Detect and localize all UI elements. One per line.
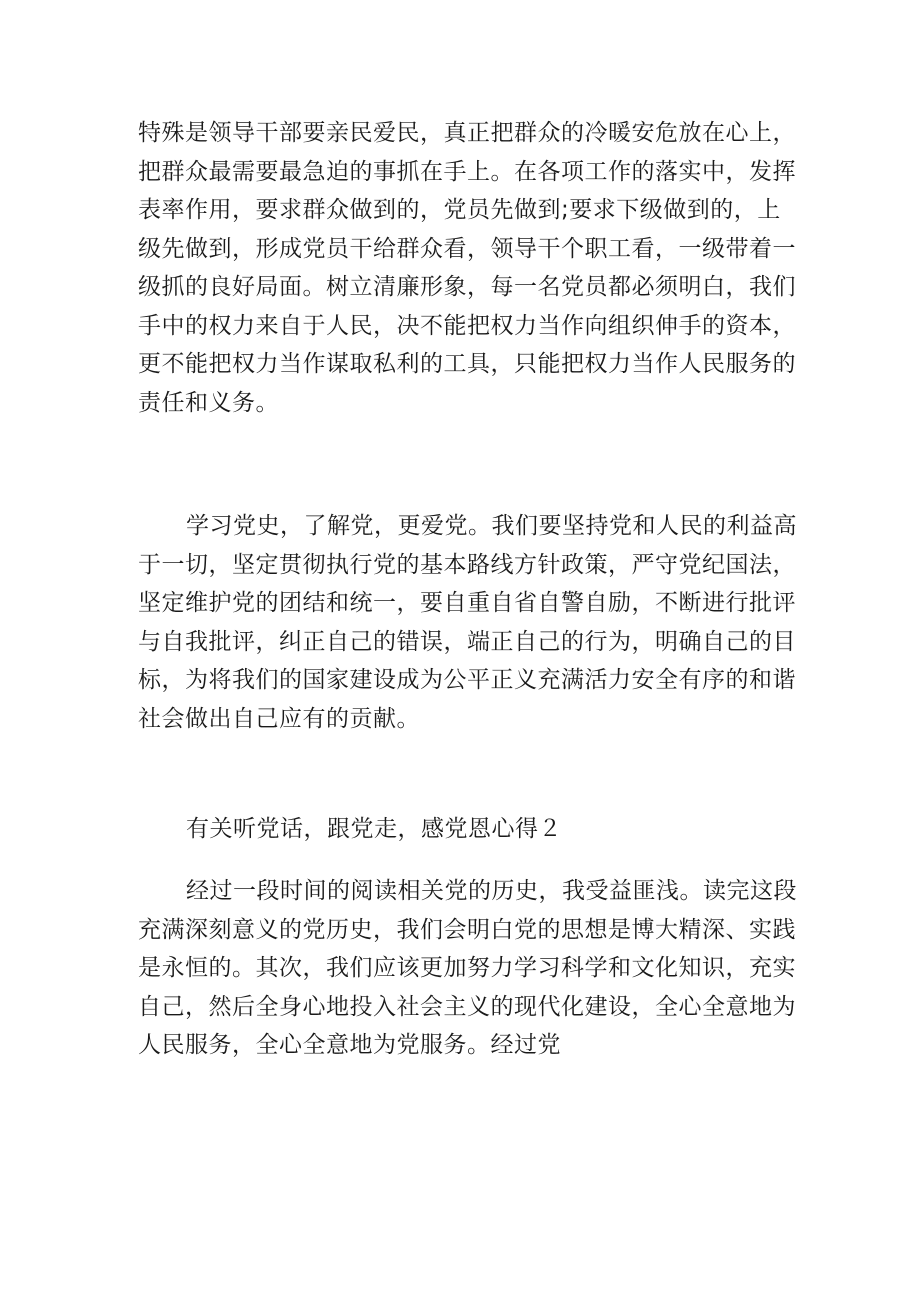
text-line: 坚定维护党的团结和统一，要自重自省自警自励，不断进行批评	[138, 590, 796, 616]
text-line: 手中的权力来自于人民，决不能把权力当作向组织伸手的资本，	[138, 312, 796, 339]
text-line: 与自我批评，纠正自己的错误，端正自己的行为，明确自己的目	[138, 628, 796, 655]
text-line: 于一切，坚定贯彻执行党的基本路线方针政策，严守党纪国法，	[138, 551, 796, 578]
paragraph-2	[138, 507, 798, 738]
text-line: 标，为将我们的国家建设成为公平正义充满活力安全有序的和谐	[138, 667, 796, 693]
text-line: 自己，然后全身心地投入社会主义的现代化建设，全心全意地为	[138, 993, 796, 1020]
text-line: 表率作用，要求群众做到的，党员先做到;要求下级做到的，上	[138, 197, 781, 223]
text-line: 更不能把权力当作谋取私利的工具，只能把权力当作人民服务的	[138, 351, 796, 377]
paragraph-3	[138, 872, 798, 1065]
text-line: 是永恒的。其次，我们应该更加努力学习科学和文化知识，充实	[138, 955, 796, 981]
text-line: 特殊是领导干部要亲民爱民，真正把群众的冷暖安危放在心上，	[138, 120, 796, 146]
text-line: 把群众最需要最急迫的事抓在手上。在各项工作的落实中，发挥	[138, 158, 796, 185]
section-heading	[138, 810, 798, 849]
paragraph-1	[138, 114, 798, 422]
text-line: 人民服务，全心全意地为党服务。经过党	[138, 1032, 561, 1058]
text-line: 级先做到，形成党员干给群众看，领导干个职工看，一级带着一	[138, 235, 796, 262]
text-line: 社会做出自己应有的贡献。	[138, 705, 420, 732]
text-line: 责任和义务。	[138, 389, 279, 416]
text-line: 学习党史，了解党，更爱党。我们要坚持党和人民的利益高	[186, 513, 797, 539]
text-line: 充满深刻意义的党历史，我们会明白党的思想是博大精深、实践	[138, 916, 796, 943]
heading-text: 有关听党话，跟党走，感党恩心得２	[186, 816, 562, 842]
text-line: 经过一段时间的阅读相关党的历史，我受益匪浅。读完这段	[186, 878, 797, 904]
text-line: 级抓的良好局面。树立清廉形象，每一名党员都必须明白，我们	[138, 274, 796, 300]
